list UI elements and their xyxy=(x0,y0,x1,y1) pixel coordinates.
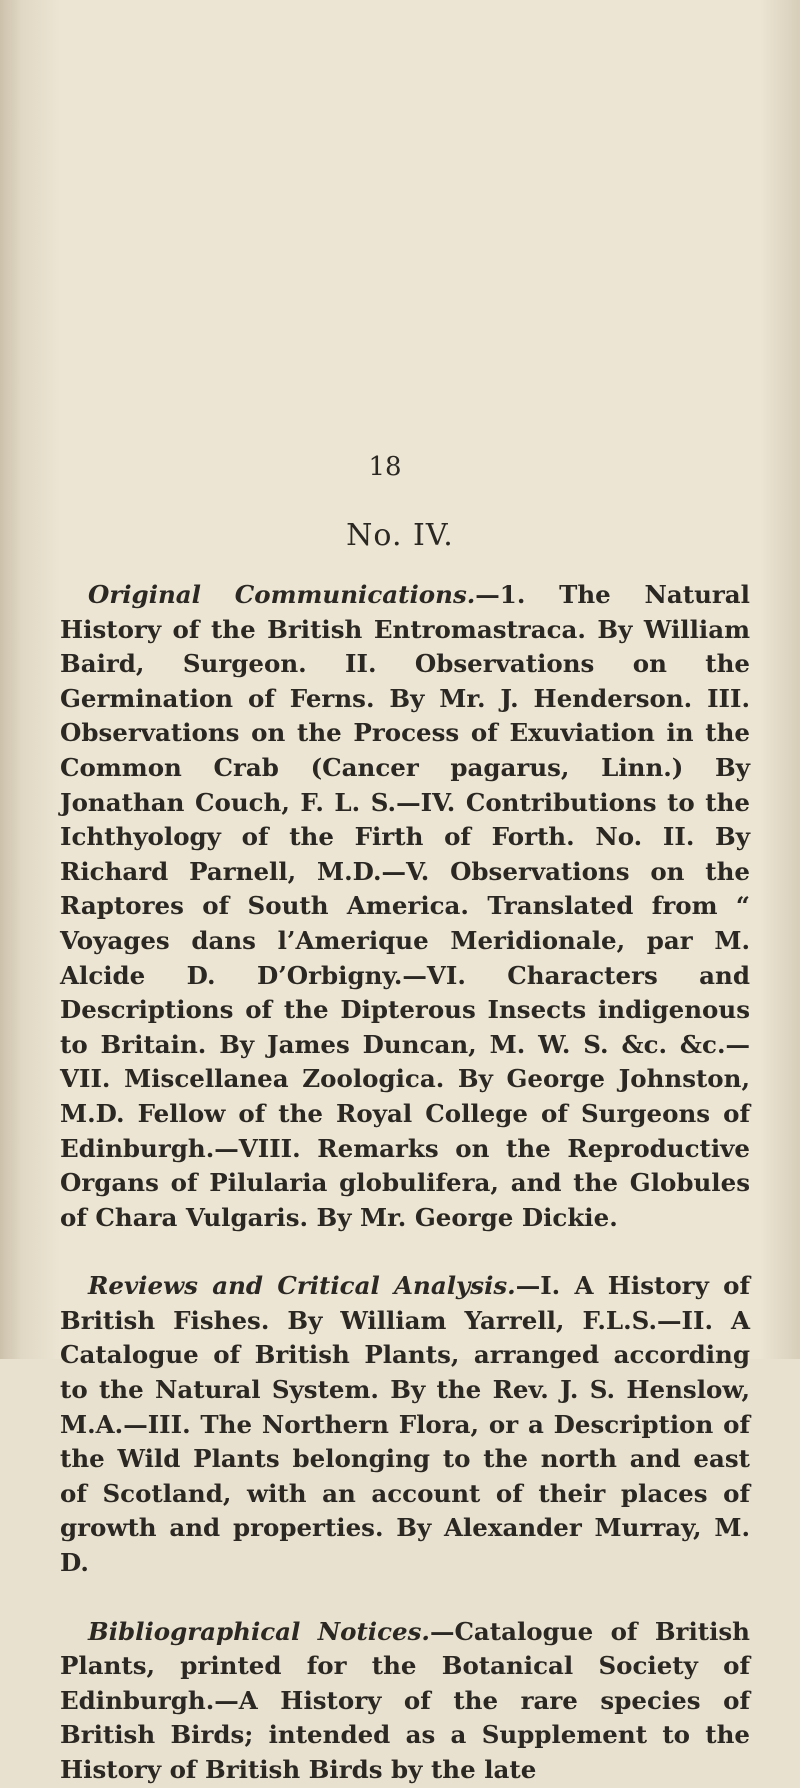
section-heading-original-communications: Original Communications. xyxy=(88,580,476,609)
reviews-text: —I. A History of British Fishes. By William Yarrell, F.L.S.—II. A Catalogue of British Plants, arranged according to the Natural System. By the Rev. J. S. Henslow, M.A.—III. The Northern Flora, or a Description of the Wild Plants belonging to the north and east of Scotland, with an account of their places of growth and properties. By Alexander Murray, M. D. xyxy=(60,1271,750,1578)
bibliographical-notices-text: —Catalogue of British Plants, printed for the Botanical Society of Edinburgh.—A History of the rare species of British Birds; intended as a Supplement to the History of British Birds by the late xyxy=(60,1616,750,1784)
bibliographical-notices-paragraph xyxy=(60,1615,750,1788)
issue-heading: No. IV. xyxy=(346,518,454,553)
page-number: 18 xyxy=(368,452,402,482)
original-communications-paragraph xyxy=(60,578,750,1235)
section-heading-reviews: Reviews and Critical Analysis. xyxy=(88,1271,516,1301)
reviews-paragraph xyxy=(60,1269,750,1580)
original-communications-text: —1. The Natural History of the British Entromastraca. By William Baird, Surgeon. II. Observations on the Germination of Ferns. By Mr. J. Henderson. III. Observations on the Process of Exuviation in the Common Crab (Cancer pagarus, Linn.) By Jonathan Couch, F. L. S.—IV. Contributions to the Ichthyology of the Firth of Forth. No. II. By Richard Parnell, M.D.—V. Observations on the Raptores of South America. Translated from “ Voyages dans l’Amerique Meridionale, par M. Alcide D. D’Orbigny.—VI. Characters and Descriptions of the Dipterous Insects indigenous to Britain. By James Duncan, M. W. S. &c. &c.—VII. Miscellanea Zoologica. By George Johnston, M.D. Fellow of the Royal College of Surgeons of Edinburgh.—VIII. Remarks on the Reproductive Organs of Pilularia globulifera, and the Globules of Chara Vulgaris. By Mr. George Dickie. xyxy=(60,580,750,1232)
section-heading-bibliographical-notices: Bibliographical Notices. xyxy=(88,1616,430,1646)
contents-body xyxy=(60,578,750,1788)
